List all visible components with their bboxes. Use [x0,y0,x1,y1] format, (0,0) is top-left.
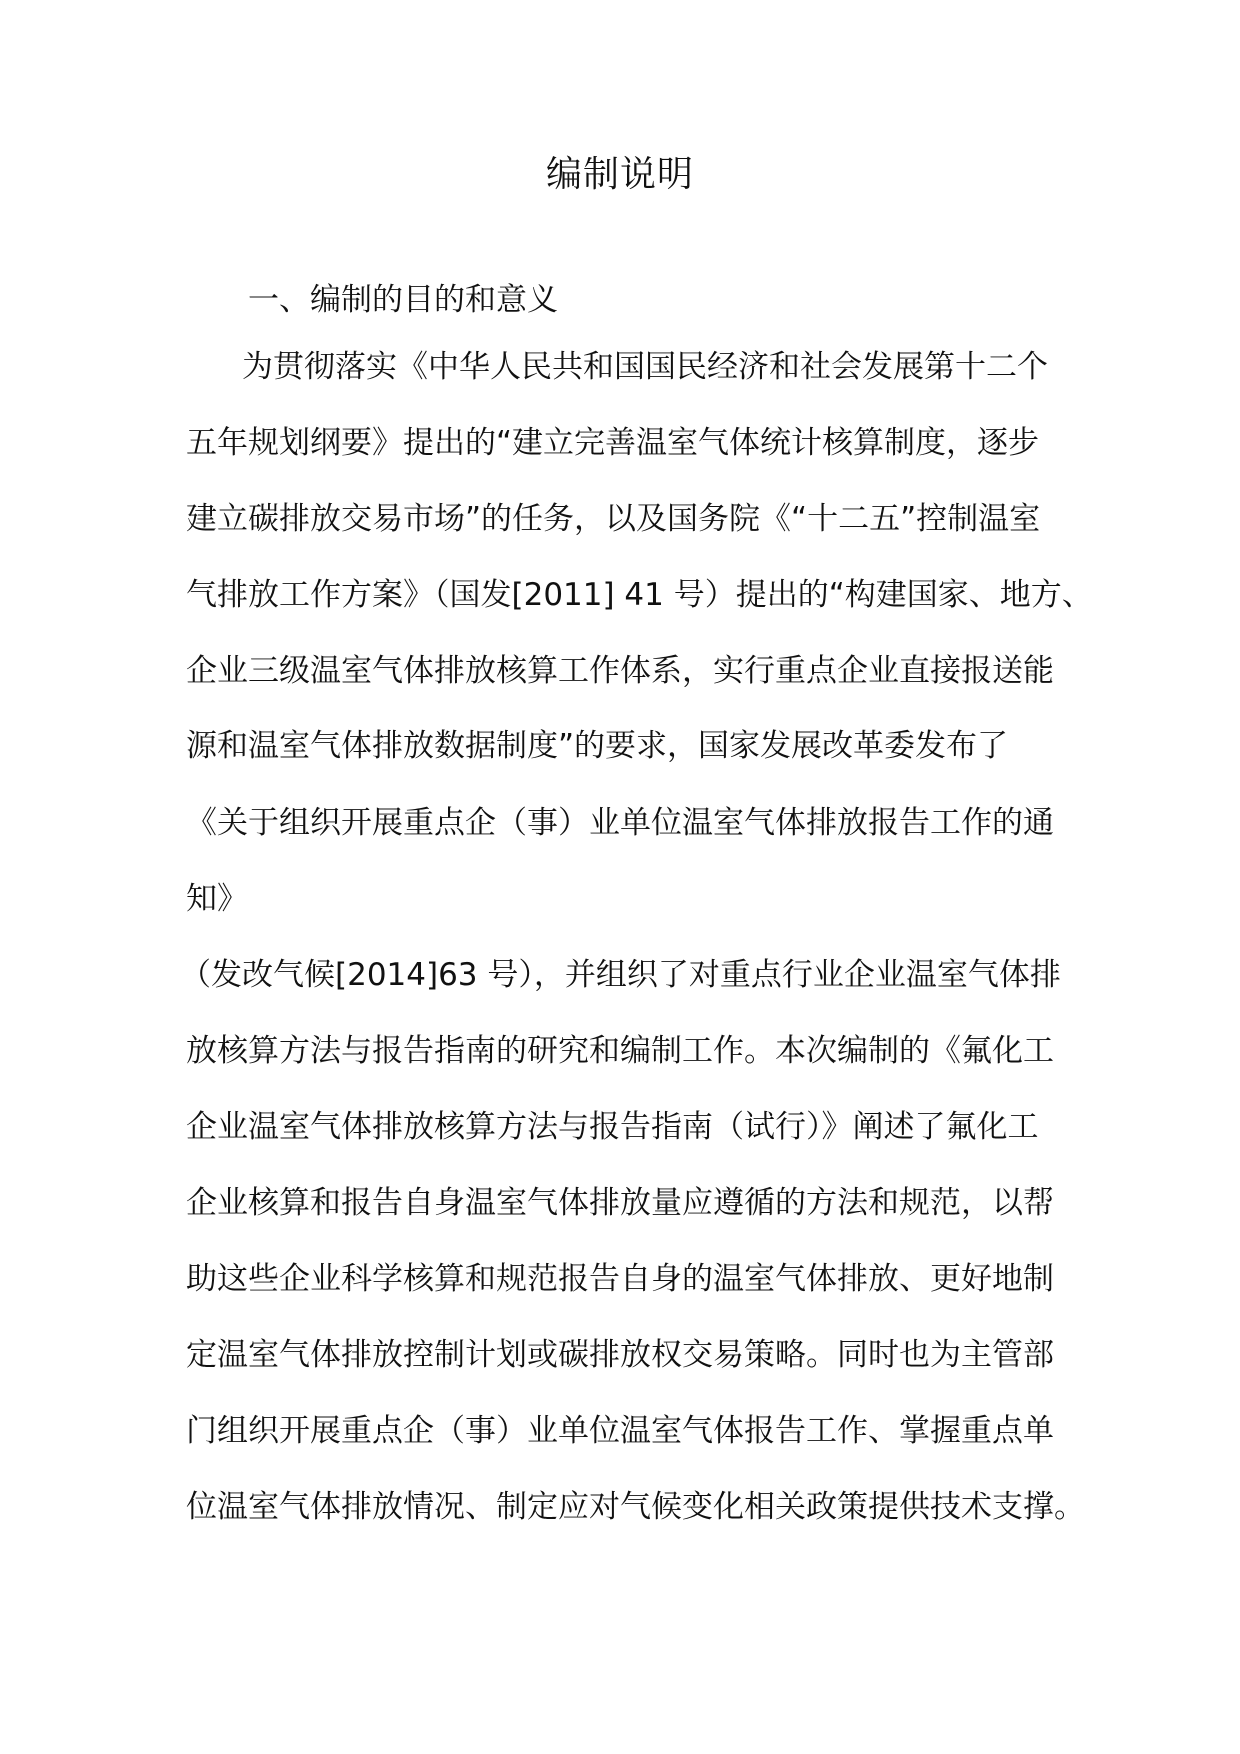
paragraph-line: 五年规划纲要》提出的“建立完善温室气体统计核算制度，逐步 [186,425,1040,461]
paragraph-line: 知》 [186,881,248,917]
paragraph-line: 《关于组织开展重点企（事）业单位温室气体排放报告工作的通 [186,805,1054,841]
paragraph-line: 定温室气体排放控制计划或碳排放权交易策略。同时也为主管部 [186,1337,1054,1373]
paragraph-line: 放核算方法与报告指南的研究和编制工作。本次编制的《氟化工 [186,1033,1054,1069]
paragraph-line: 为贯彻落实《中华人民共和国国民经济和社会发展第十二个 [242,349,1048,385]
paragraph-line: 企业三级温室气体排放核算工作体系，实行重点企业直接报送能 [186,653,1054,689]
paragraph-line: 气排放工作方案》（国发[2011] 41 号）提出的“构建国家、地方、 [186,577,1093,613]
section-heading: 一、编制的目的和意义 [248,282,558,318]
paragraph-line: 企业核算和报告自身温室气体排放量应遵循的方法和规范，以帮 [186,1185,1054,1221]
paragraph-line: 源和温室气体排放数据制度”的要求，国家发展改革委发布了 [186,728,1009,764]
paragraph-line: 企业温室气体排放核算方法与报告指南（试行）》阐述了氟化工 [186,1109,1039,1145]
paragraph-line: 建立碳排放交易市场”的任务，以及国务院《“十二五”控制温室 [186,501,1041,537]
paragraph-line: 门组织开展重点企（事）业单位温室气体报告工作、掌握重点单 [186,1413,1054,1449]
paragraph-line: （发改气候[2014]63 号），并组织了对重点行业企业温室气体排 [180,957,1061,993]
paragraph-line: 助这些企业科学核算和规范报告自身的温室气体排放、更好地制 [186,1261,1054,1297]
page-title: 编制说明 [545,154,694,195]
paragraph-line: 位温室气体排放情况、制定应对气候变化相关政策提供技术支撑。 [186,1489,1085,1525]
